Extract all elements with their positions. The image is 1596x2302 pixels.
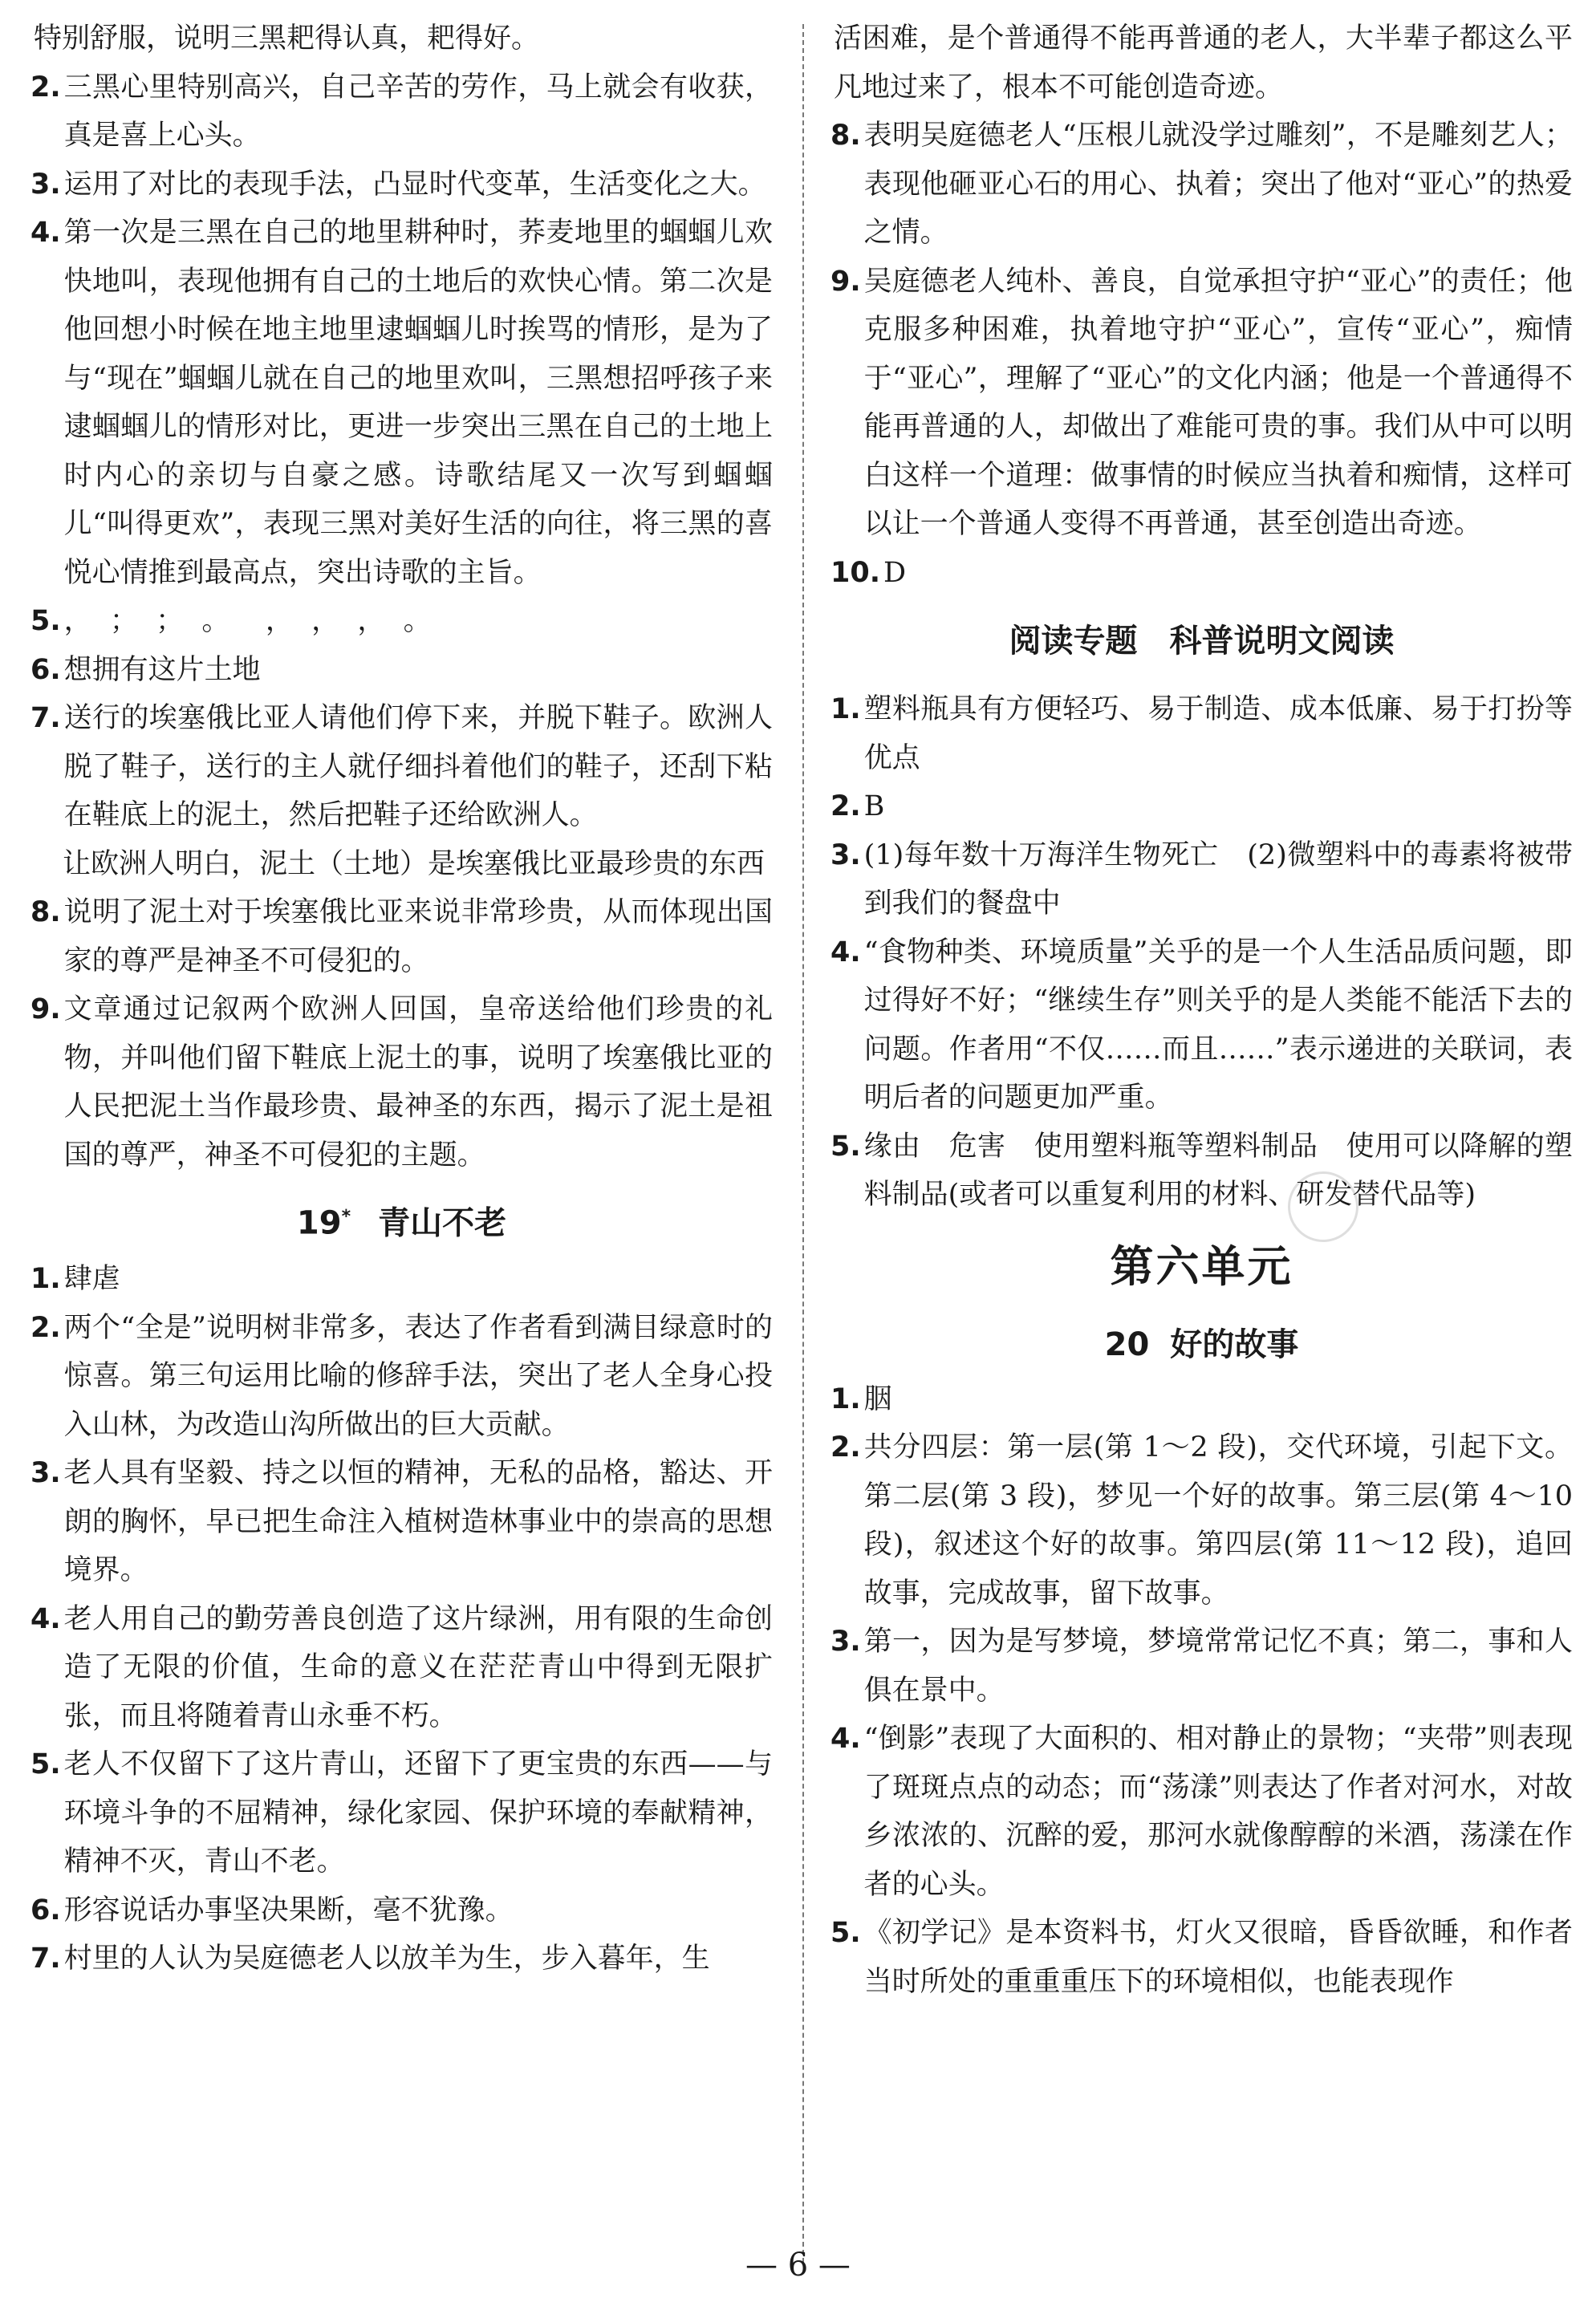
list-item: 特别舒服，说明三黑耙得认真，耙得好。 — [34, 22, 540, 55]
unit-title: 第六单元 — [1110, 1240, 1293, 1292]
list-item: 5. 缘由 危害 使用塑料瓶等塑料制品 使用可以降解的塑料制品(或者可以重复利用的材料、研发替代品等) — [830, 1130, 1573, 1211]
list-item: 8. 说明了泥土对于埃塞俄比亚来说非常珍贵，从而体现出国家的尊严是神圣不可侵犯的。 — [30, 896, 773, 977]
column-divider — [802, 24, 804, 2263]
section-mark: * — [341, 1207, 351, 1227]
list-item: 5. 《初学记》是本资料书，灯火又很暗，昏昏欲睡，和作者当时所处的重重重压下的环境相似，也能表现作 — [830, 1917, 1573, 1998]
right-intro-list — [830, 14, 1573, 597]
list-item: 2. 共分四层：第一层(第 1～2 段)，交代环境，引起下文。第二层(第 3 段)，梦见一个好的故事。第三层(第 4～10 段)，叙述这个好的故事。第四层(第 11～12 段)，追回故事，完成故事，留下故事。 — [830, 1431, 1573, 1610]
reading-list — [830, 685, 1573, 1220]
list-item: 5. 老人不仅留下了这片青山，还留下了更宝贵的东西——与环境斗争的不屈精神，绿化家园、保护环境的奉献精神，精神不灭，青山不老。 — [30, 1748, 773, 1878]
list-item: 3. 运用了对比的表现手法，凸显时代变革，生活变化之大。 — [30, 168, 766, 201]
section-title — [830, 1314, 1573, 1375]
list-item: 让欧洲人明白，泥土（土地）是埃塞俄比亚最珍贵的东西 — [63, 847, 766, 880]
list-item: 7. 送行的埃塞俄比亚人请他们停下来，并脱下鞋子。欧洲人脱了鞋子，送行的主人就仔细抖着他们的鞋子，还刮下粘在鞋底上的泥土，然后把鞋子还给欧洲人。 — [30, 702, 773, 831]
left-column — [30, 14, 773, 1983]
list-item: 4. “倒影”表现了大面积的、相对静止的景物；“夹带”则表现了斑斑点点的动态；而“荡漾”则表达了作者对河水，对故乡浓浓的、沉醉的爱，那河水就像醇醇的米酒，荡漾在作者的心头。 — [830, 1723, 1573, 1901]
list-item: 5. ， ； ； 。 ， ， ， 。 — [30, 605, 432, 637]
list-item: 2. B — [830, 790, 885, 822]
list-item: 1. 塑料瓶具有方便轻巧、易于制造、成本低廉、易于打扮等优点 — [830, 693, 1573, 774]
list-item: 4. 老人用自己的勤劳善良创造了这片绿洲，用有限的生命创造了无限的价值，生命的意义在茫茫青山中得到无限扩张，而且将随着青山永垂不朽。 — [30, 1602, 773, 1732]
list-item: 1. 肆虐 — [30, 1263, 120, 1295]
list-item: 6. 想拥有这片土地 — [30, 653, 261, 686]
list-item: 1. 胭 — [830, 1382, 892, 1415]
list-item: 4. 第一次是三黑在自己的地里耕种时，荞麦地里的蝈蝈儿欢快地叫，表现他拥有自己的土地后的欢快心情。第二次是他回想小时候在地主地里逮蝈蝈儿时挨骂的情形，是为了与“现在”蝈蝈儿就在自己的地里欢叫，三黑想招呼孩子来逮蝈蝈儿的情形对比，更进一步突出三黑在自己的土地上时内心的亲切与自豪之感。诗歌结尾又一次写到蝈蝈儿“叫得更欢”，表现三黑对美好生活的向往，将三黑的喜悦心情推到最高点，突出诗歌的主旨。 — [30, 217, 773, 589]
section-number: 19 — [296, 1204, 342, 1242]
list-item: 3. 第一，因为是写梦境，梦境常常记忆不真；第二，事和人俱在景中。 — [830, 1626, 1573, 1707]
list-item: 7. 村里的人认为吴庭德老人以放羊为生，步入暮年，生 — [30, 1943, 710, 1975]
list-item: 活困难，是个普通得不能再普通的老人，大半辈子都这么平凡地过来了，根本不可能创造奇迹。 — [834, 22, 1573, 104]
list-item: 3. 老人具有坚毅、持之以恒的精神，无私的品格，豁达、开朗的胸怀，早已把生命注入植树造林事业中的崇高的思想境界。 — [30, 1457, 773, 1586]
list-item: 10. D — [830, 556, 907, 589]
list-item: 4. “食物种类、环境质量”关乎的是一个人生活品质问题，即过得好不好；“继续生存”则关乎的是人类能不能活下去的问题。作者用“不仅……而且……”表示递进的关联词，表明后者的问题更加严重。 — [830, 936, 1573, 1114]
page-number: — 6 — — [745, 2247, 851, 2284]
section-title — [30, 1179, 773, 1255]
section19-list — [30, 1255, 773, 1983]
section20-list — [830, 1375, 1573, 2007]
section-name: 青山不老 — [378, 1204, 507, 1242]
reading-topic-title: 阅读专题 科普说明文阅读 — [1009, 623, 1395, 660]
list-item: 2. 两个“全是”说明树非常多，表达了作者看到满目绿意时的惊喜。第三句运用比喻的修辞手法，突出了老人全身心投入山林，为改造山沟所做出的巨大贡献。 — [30, 1311, 773, 1441]
list-item: 6. 形容说话办事坚决果断，毫不犹豫。 — [30, 1894, 514, 1926]
section-number: 20 — [1104, 1326, 1150, 1363]
list-item: 9. 文章通过记叙两个欧洲人回国，皇帝送给他们珍贵的礼物，并叫他们留下鞋底上泥土的事，说明了埃塞俄比亚的人民把泥土当作最珍贵、最神圣的东西，揭示了泥土是祖国的尊严，神圣不可侵犯的主题。 — [30, 993, 773, 1171]
right-column — [830, 14, 1573, 2006]
section-name: 好的故事 — [1170, 1326, 1299, 1363]
list-item: 8. 表明吴庭德老人“压根儿就没学过雕刻”，不是雕刻艺人；表现他砸亚心石的用心、执着；突出了他对“亚心”的热爱之情。 — [830, 120, 1573, 249]
left-intro-list — [30, 14, 773, 1179]
list-item: 3. (1)每年数十万海洋生物死亡 (2)微塑料中的毒素将被带到我们的餐盘中 — [830, 838, 1573, 920]
list-item: 9. 吴庭德老人纯朴、善良，自觉承担守护“亚心”的责任；他克服多种困难，执着地守护“亚心”，宣传“亚心”，痴情于“亚心”，理解了“亚心”的文化内涵；他是一个普通得不能再普通的人，却做出了难能可贵的事。我们从中可以明白这样一个道理：做事情的时候应当执着和痴情，这样可以让一个普通人变得不再普通，甚至创造出奇迹。 — [830, 265, 1573, 540]
list-item: 2. 三黑心里特别高兴，自己辛苦的劳作，马上就会有收获，真是喜上心头。 — [30, 71, 773, 152]
